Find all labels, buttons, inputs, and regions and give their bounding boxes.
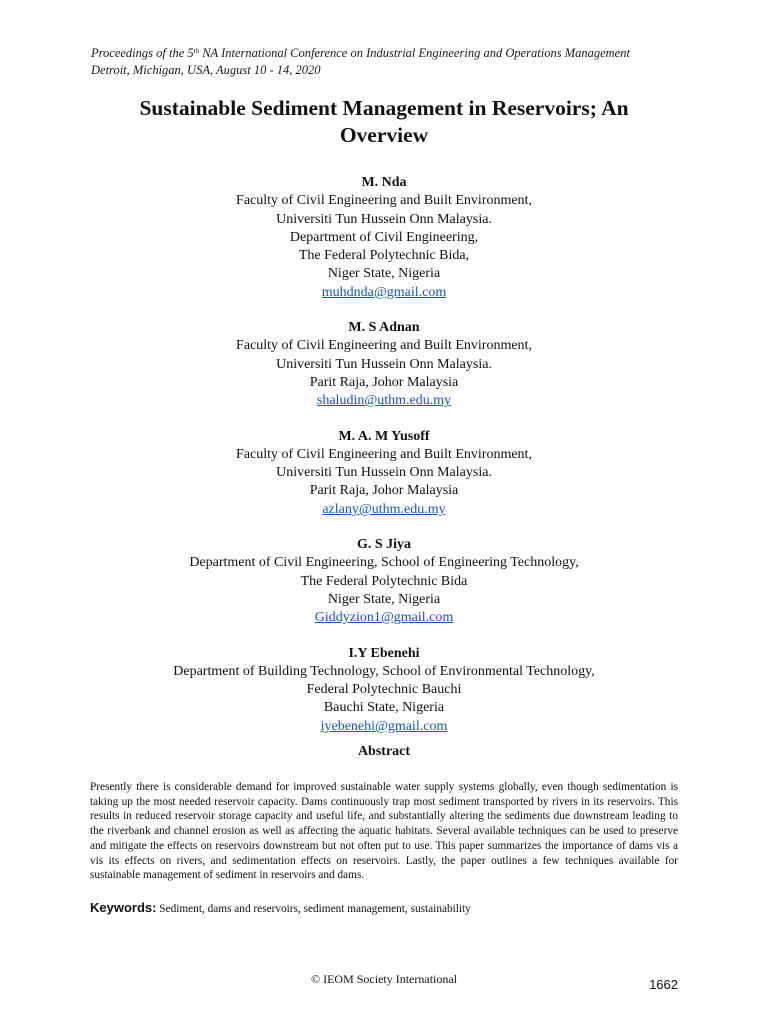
author-affiliation-line: Federal Polytechnic Bauchi <box>306 682 462 698</box>
page-number: 1662 <box>649 977 678 992</box>
author-email-link[interactable]: Giddyzion1@gmail.com <box>314 610 454 626</box>
author-block <box>84 319 684 410</box>
keywords <box>90 900 678 915</box>
author-affiliation-line: The Federal Polytechnic Bida <box>300 573 468 589</box>
author-affiliation-line: Parit Raja, Johor Malaysia <box>309 374 459 390</box>
author-affiliation-line: Niger State, Nigeria <box>327 266 441 282</box>
abstract-text: Presently there is considerable demand for improved sustainable water supply systems globally, even though sedimentation is taking up the most needed reservoir capacity. Dams continuously trap most sediment transported by rivers in its reservoirs. This results in reduced reservoir storage capacity and useful life, and substantially altering the sediments due downstream leading to the riverbank and channel erosion as well as affecting the aquatic habitats. Several available techniques can be used to preserve and mitigate the effects on reservoirs downstream but not often put to use. This paper summarizes the importance of dams vis a vis its effects on rivers, and sedimentation effects on reservoirs. Lastly, the paper outlines a few techniques available for sustainable management of sediment in reservoirs and dams. <box>90 781 678 882</box>
author-affiliation-line: Universiti Tun Hussein Onn Malaysia. <box>276 356 492 372</box>
header-line-2: Detroit, Michigan, USA, August 10 - 14, 2020 <box>91 62 321 77</box>
author-block <box>84 428 684 519</box>
author-email-link[interactable]: shaludin@uthm.edu.my <box>316 393 452 409</box>
author-list <box>84 174 684 753</box>
author-affiliation-line: The Federal Polytechnic Bida, <box>298 248 470 264</box>
keywords-text: Sediment, dams and reservoirs, sediment management, sustainability <box>156 903 471 915</box>
author-block <box>84 174 684 302</box>
author-affiliation-line: Parit Raja, Johor Malaysia <box>309 483 459 499</box>
author-affiliation-line: Niger State, Nigeria <box>327 591 441 607</box>
author-affiliation-line: Universiti Tun Hussein Onn Malaysia. <box>276 465 492 481</box>
author-affiliation-line: Department of Civil Engineering, School of Engineering Technology, <box>189 555 579 571</box>
author-name: M. S Adnan <box>348 320 420 336</box>
copyright-footer: © IEOM Society International <box>310 972 458 986</box>
abstract-heading: Abstract <box>357 744 411 759</box>
author-name: G. S Jiya <box>356 537 412 553</box>
author-affiliation-line: Faculty of Civil Engineering and Built Environment, <box>236 193 532 209</box>
author-name: I.Y Ebenehi <box>348 645 420 661</box>
author-email-link[interactable]: iyebenehi@gmail.com <box>320 718 448 734</box>
author-affiliation-line: Department of Civil Engineering, <box>289 229 479 245</box>
keywords-label: Keywords: <box>90 900 157 915</box>
paper-title: Sustainable Sediment Management in Reservoirs; An Overview <box>139 96 629 147</box>
proceedings-header <box>91 45 691 78</box>
author-affiliation-line: Universiti Tun Hussein Onn Malaysia. <box>276 211 492 227</box>
author-email-link[interactable]: muhdnda@gmail.com <box>321 284 447 300</box>
author-affiliation-line: Department of Building Technology, School of Environmental Technology, <box>173 663 595 679</box>
author-affiliation-line: Faculty of Civil Engineering and Built Environment, <box>236 446 532 462</box>
author-block <box>84 536 684 627</box>
author-affiliation-line: Bauchi State, Nigeria <box>323 700 445 716</box>
author-name: M. A. M Yusoff <box>338 428 430 444</box>
author-affiliation-line: Faculty of Civil Engineering and Built Environment, <box>236 338 532 354</box>
author-email-link[interactable]: azlany@uthm.edu.my <box>322 501 446 517</box>
author-name: M. Nda <box>361 175 407 190</box>
author-block <box>84 645 684 736</box>
header-line-1: Proceedings of the 5th NA International Conference on Industrial Engineering and Operations Management <box>91 46 630 60</box>
